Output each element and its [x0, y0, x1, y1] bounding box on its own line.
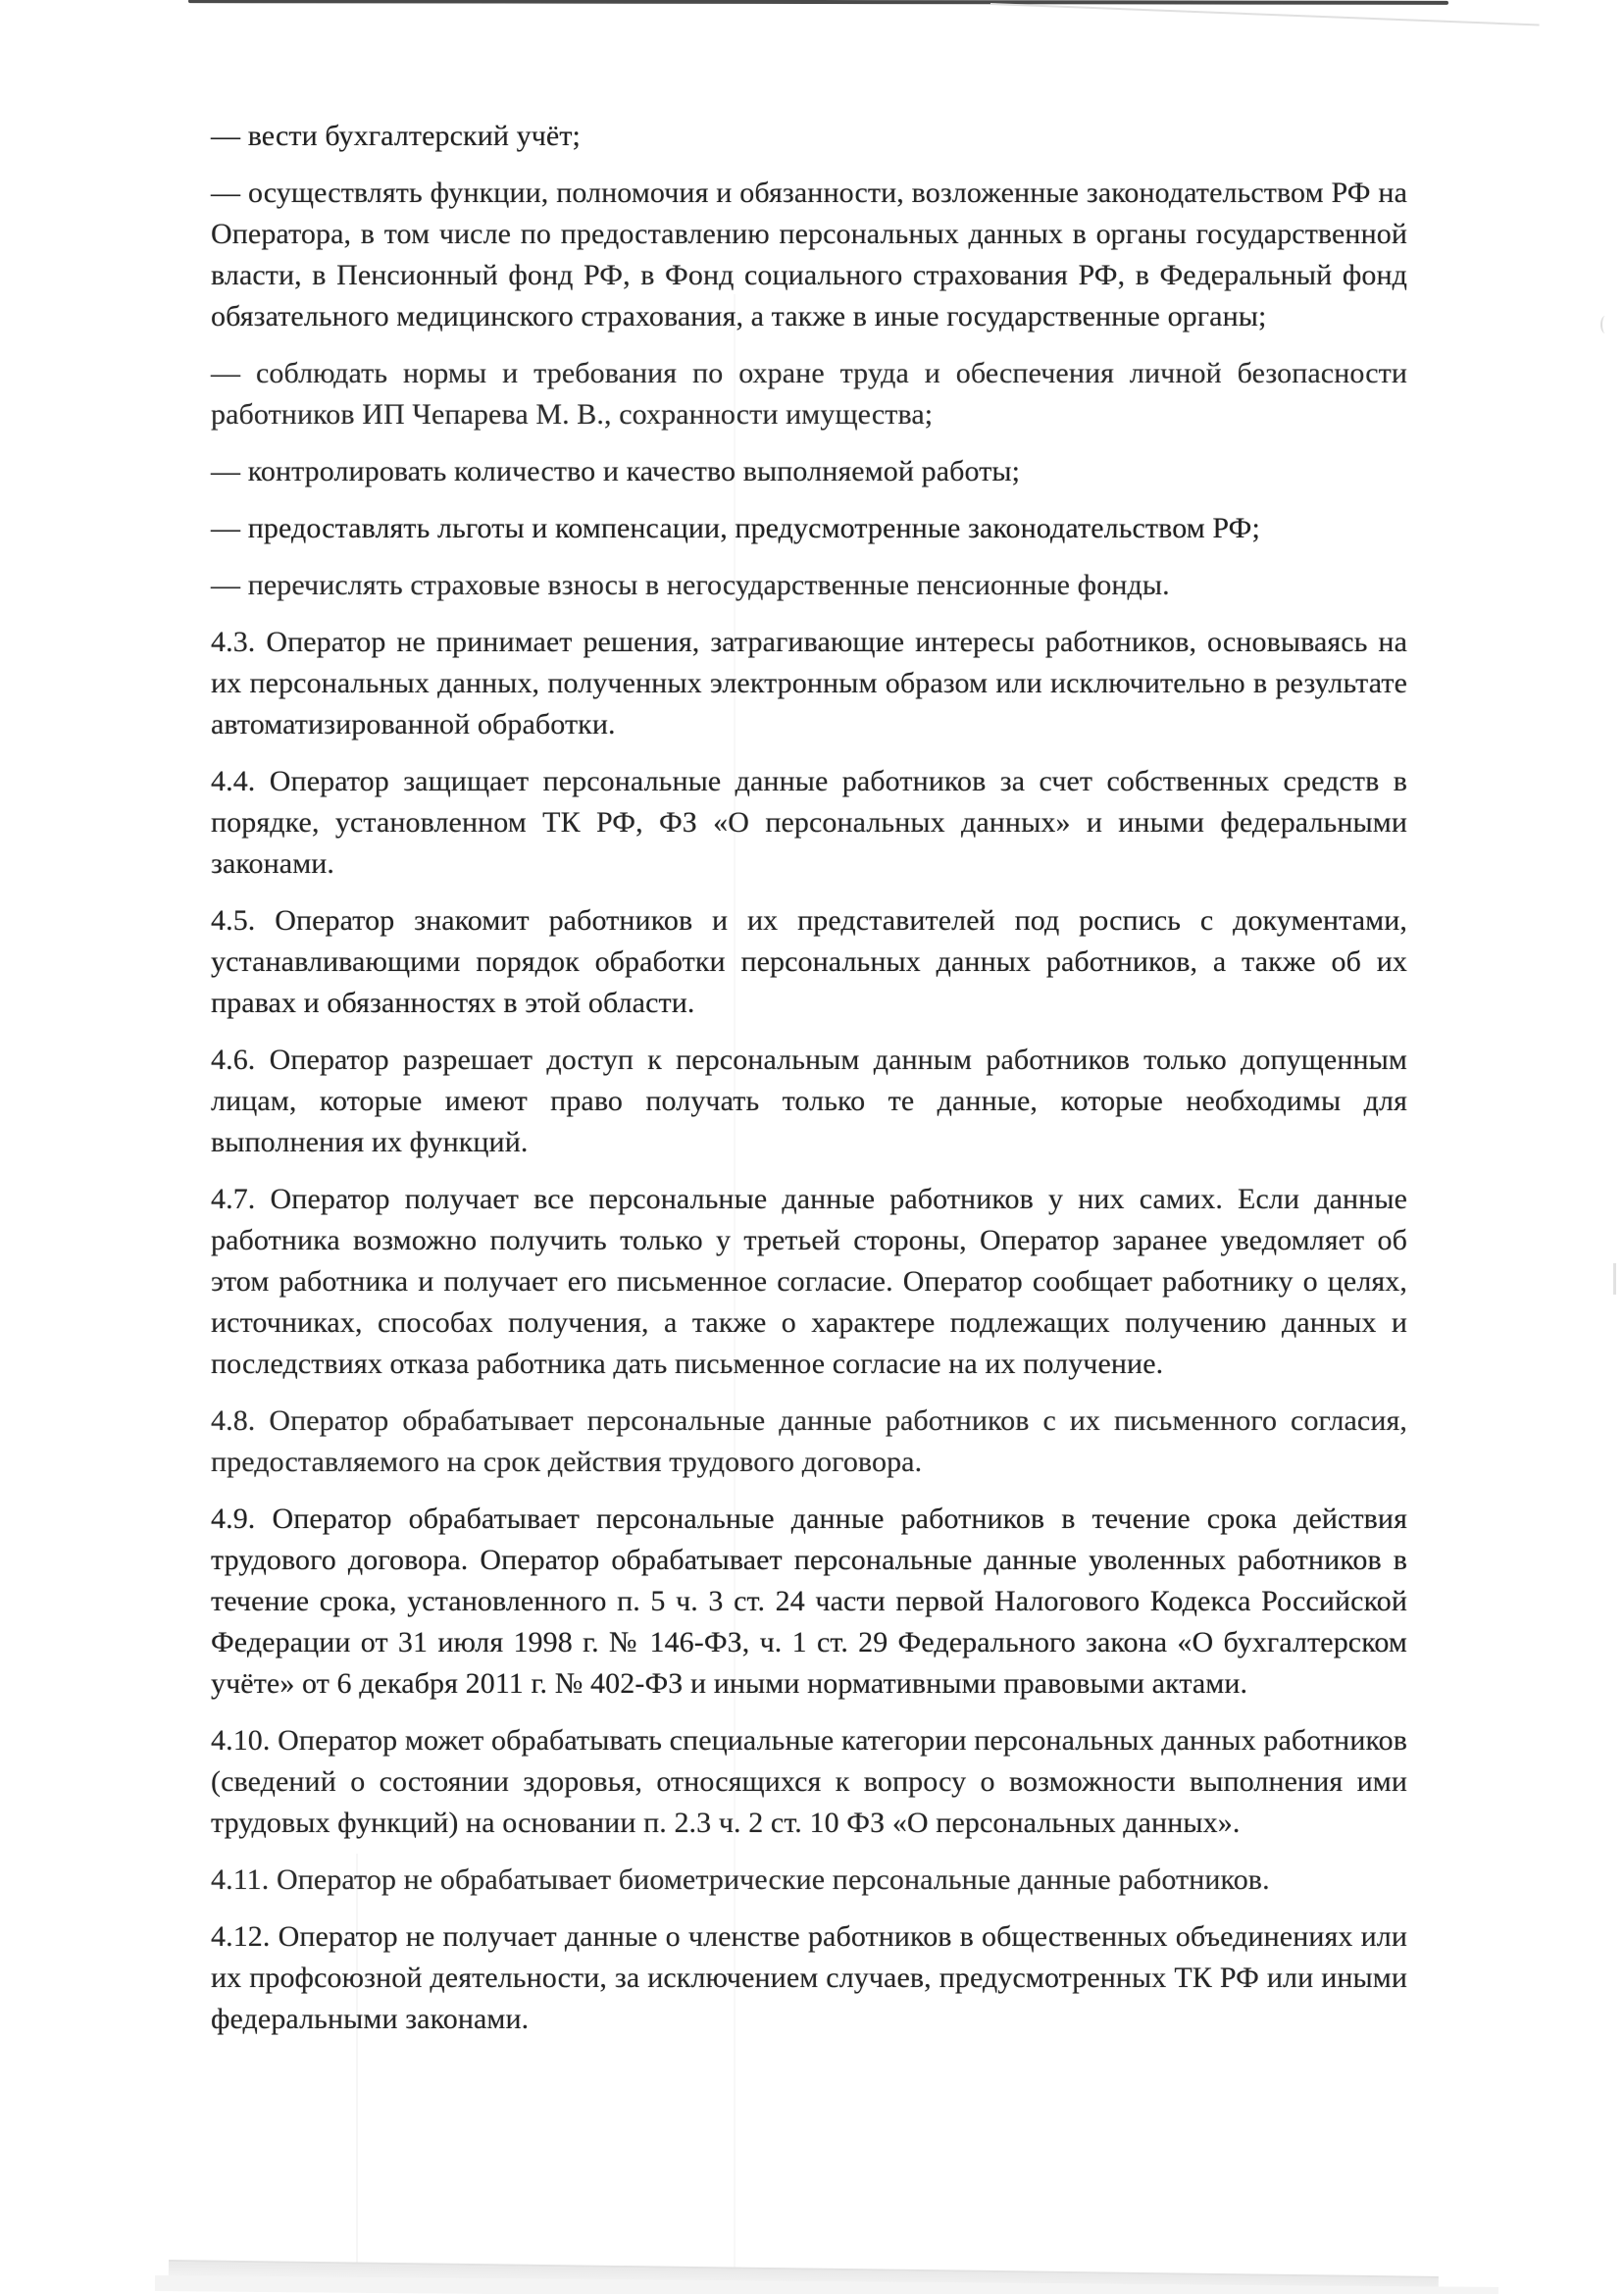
clause-4-5: 4.5. Оператор знакомит работников и их представителей под роспись с документами, устанавливающими порядок обработки персональных данных работников, а также об их правах и обязанностях в этой области. — [211, 904, 1407, 1019]
bullet-item-work-quality-control: — контролировать количество и качество выполняемой работы; — [211, 455, 1021, 487]
scan-artifact-smudge — [1600, 316, 1610, 333]
clause-4-3: 4.3. Оператор не принимает решения, затрагивающие интересы работников, основываясь на их персональных данных, полученных электронным образом или исключительно в результате автоматизированной обработки. — [211, 626, 1407, 740]
clause-4-7: 4.7. Оператор получает все персональные данные работников у них самих. Если данные работника возможно получить только у третьей стороны, Оператор заранее уведомляет об этом работника и получает его письменное согласие. Оператор сообщает работнику о целях, источниках, способах получения, а также о характере подлежащих получению данных и последствиях отказа работника дать письменное согласие на их получение. — [211, 1183, 1407, 1380]
clause-4-11: 4.11. Оператор не обрабатывает биометрические персональные данные работников. — [211, 1863, 1270, 1896]
bullet-item-benefits-compensation: — предоставлять льготы и компенсации, предусмотренные законодательством РФ; — [211, 512, 1260, 544]
clause-4-12: 4.12. Оператор не получает данные о членстве работников в общественных объединениях или их профсоюзной деятельности, за исключением случаев, предусмотренных ТК РФ или иными федеральными законами. — [211, 1920, 1407, 2035]
clause-4-4: 4.4. Оператор защищает персональные данные работников за счет собственных средств в порядке, установленном ТК РФ, ФЗ «О персональных данных» и иными федеральными законами. — [211, 765, 1407, 880]
bullet-item-accounting: — вести бухгалтерский учёт; — [211, 120, 581, 152]
clause-4-8: 4.8. Оператор обрабатывает персональные данные работников с их письменного согласия, предоставляемого на срок действия трудового договора. — [211, 1404, 1407, 1478]
scan-artifact-top-line — [188, 0, 1448, 5]
document-body — [211, 116, 1407, 2056]
bullet-item-insurance-contributions: — перечислять страховые взносы в негосударственные пенсионные фонды. — [211, 569, 1170, 601]
scan-artifact-smudge — [1613, 1263, 1616, 1295]
scan-artifact-top-diagonal-streak — [990, 3, 1540, 25]
clause-4-6: 4.6. Оператор разрешает доступ к персональным данным работников только допущенным лицам, которые имеют право получать только те данные, которые необходимы для выполнения их функций. — [211, 1044, 1407, 1158]
clause-4-10: 4.10. Оператор может обрабатывать специальные категории персональных данных работников (сведений о состоянии здоровья, относящихся к вопросу о возможности выполнения ими трудовых функций) на основании п. 2.3 ч. 2 ст. 10 ФЗ «О персональных данных». — [211, 1724, 1407, 1839]
bullet-item-labor-safety: — соблюдать нормы и требования по охране труда и обеспечения личной безопасности работников ИП Чепарева М. В., сохранности имущества; — [211, 357, 1407, 431]
bullet-item-functions-duties: — осуществлять функции, полномочия и обязанности, возложенные законодательством РФ на Оператора, в том числе по предоставлению персональных данных в органы государственной власти, в Пенсионный фонд РФ, в Фонд социального страхования РФ, в Федеральный фонд обязательного медицинского страхования, а также в иные государственные органы; — [211, 177, 1407, 332]
clause-4-9: 4.9. Оператор обрабатывает персональные данные работников в течение срока действия трудового договора. Оператор обрабатывает персональные данные уволенных работников в течение срока, установленного п. 5 ч. 3 ст. 24 части первой Налогового Кодекса Российской Федерации от 31 июля 1998 г. № 146-ФЗ, ч. 1 ст. 29 Федерального закона «О бухгалтерском учёте» от 6 декабря 2011 г. № 402-ФЗ и иными нормативными правовыми актами. — [211, 1503, 1407, 1700]
